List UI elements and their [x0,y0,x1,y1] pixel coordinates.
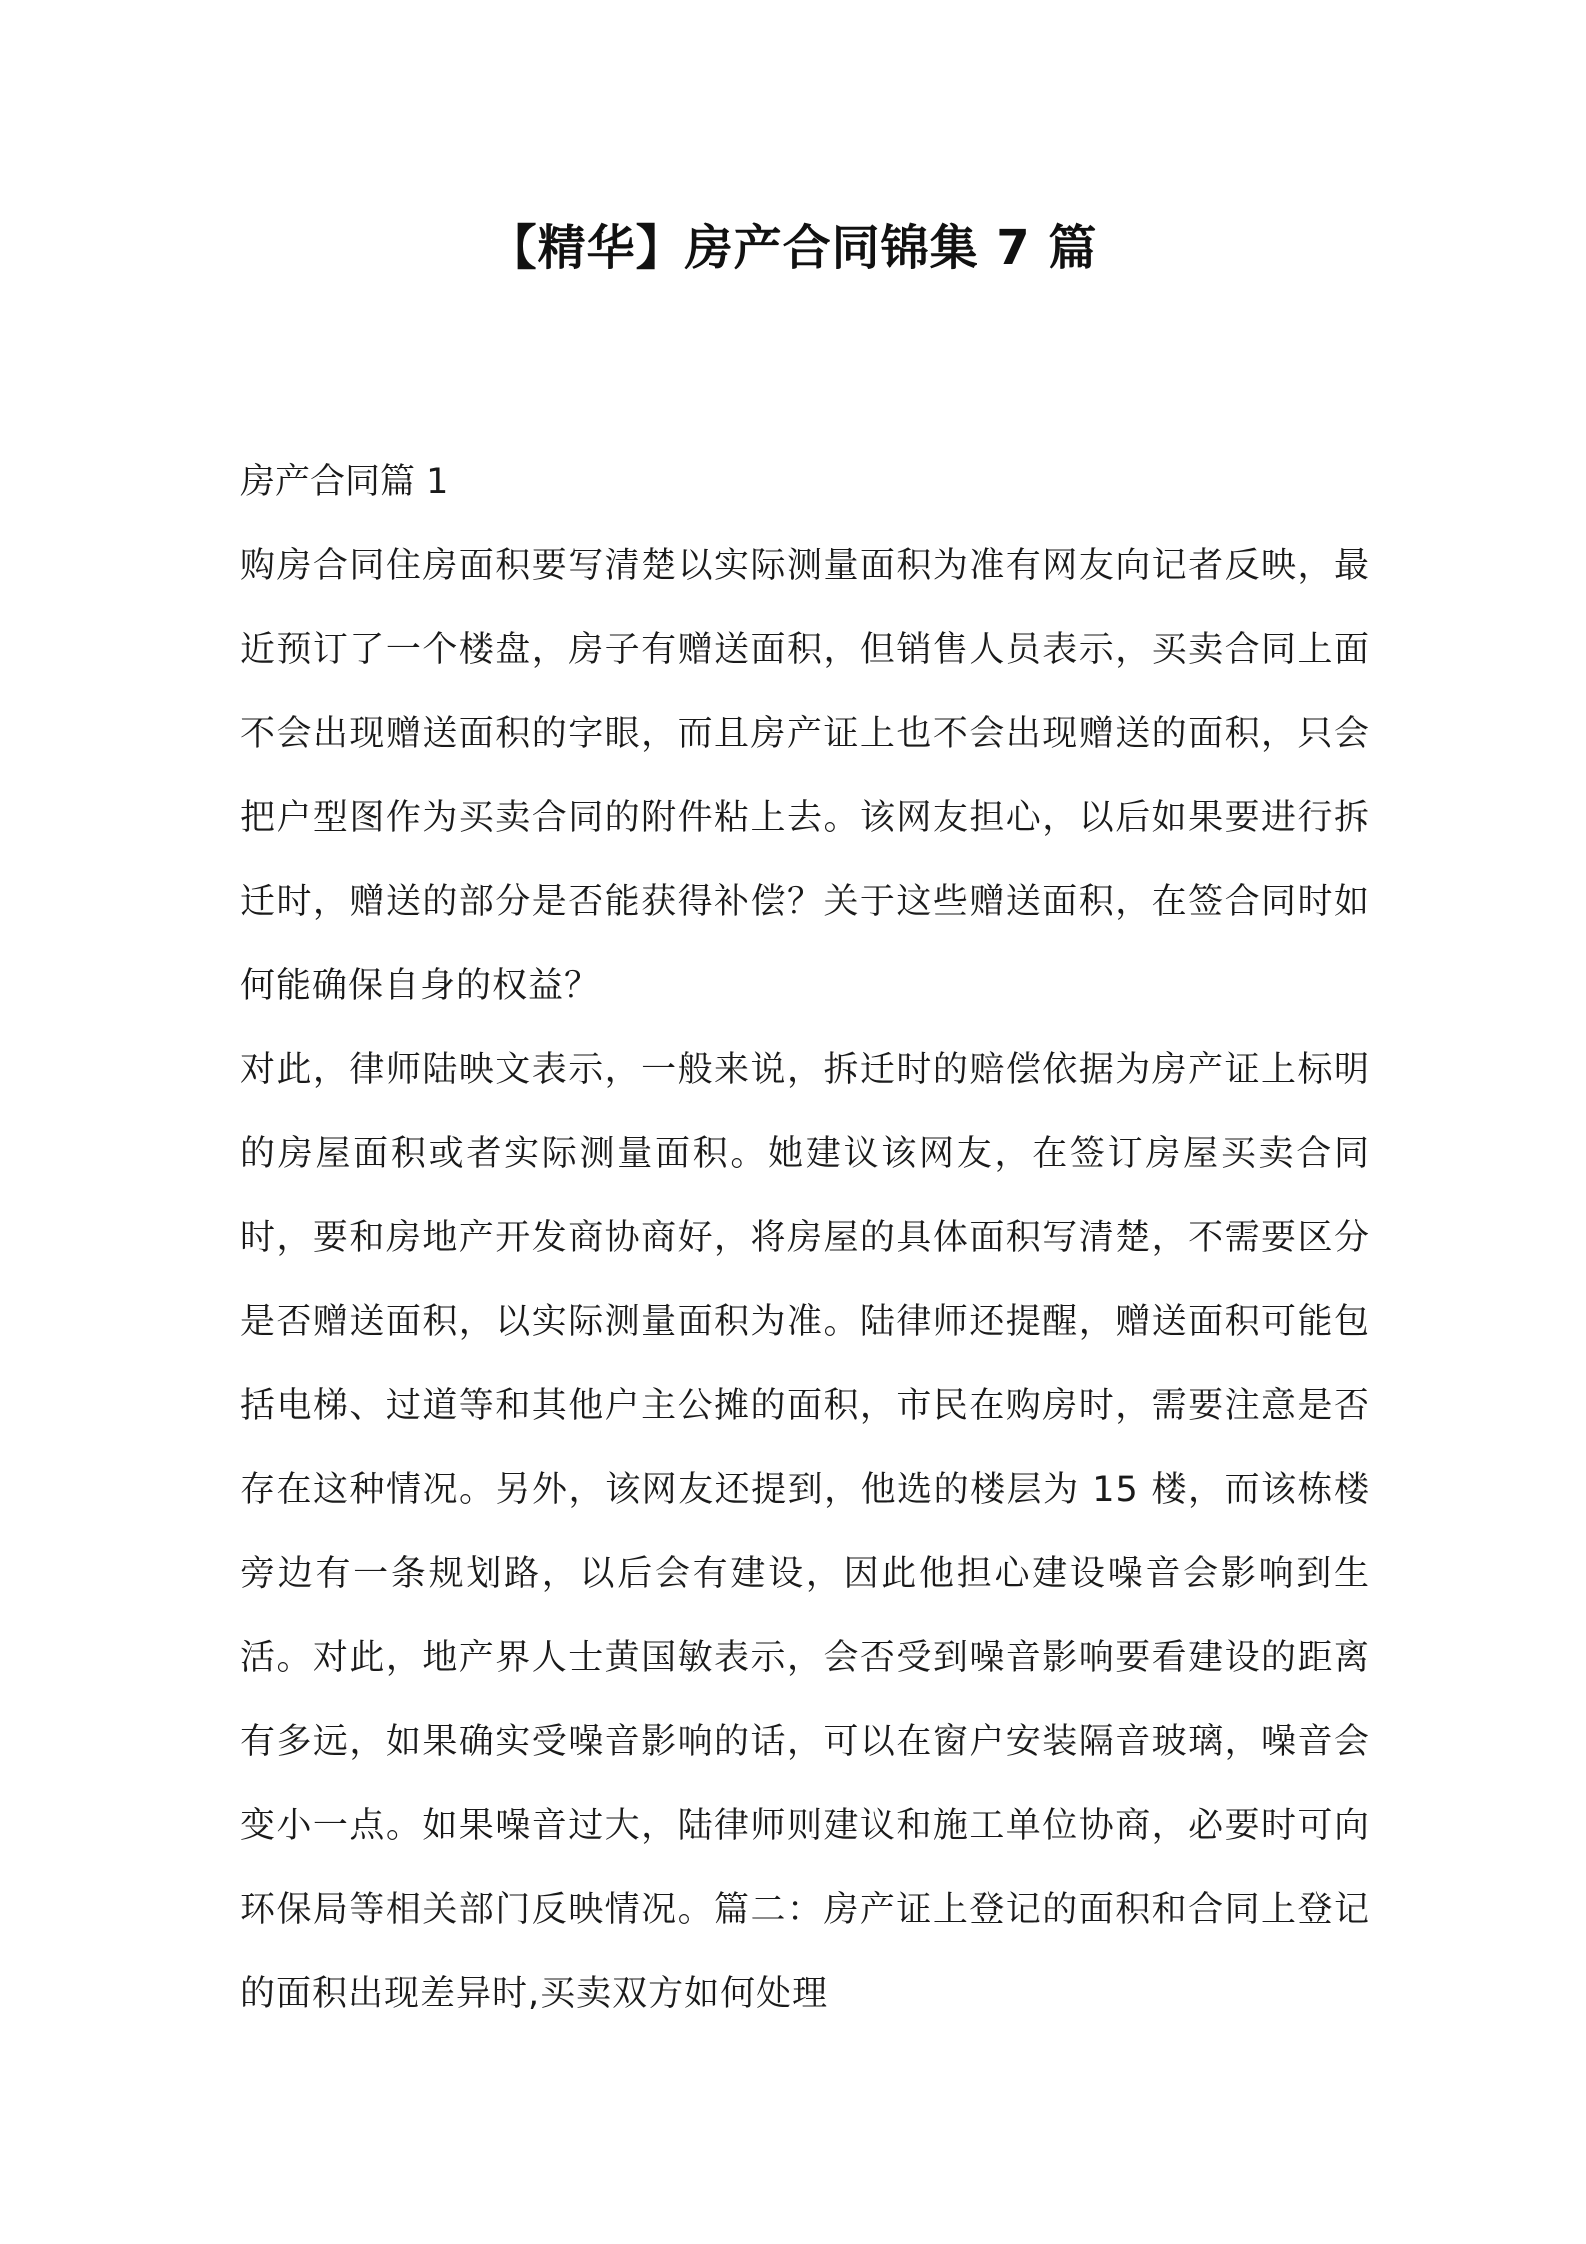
document-title: 【精华】房产合同锦集 7 篇 [488,220,1098,276]
paragraph-1: 购房合同住房面积要写清楚以实际测量面积为准有网友向记者反映，最近预订了一个楼盘，房子有赠送面积，但销售人员表示，买卖合同上面不会出现赠送面积的字眼，而且房产证上也不会出现赠送的面积，只会把户型图作为买卖合同的附件粘上去。该网友担心，以后如果要进行拆迁时，赠送的部分是否能获得补偿？关于这些赠送面积，在签合同时如何能确保自身的权益？ [240,546,1370,1006]
document-body [240,440,1370,2036]
paragraph-2: 对此，律师陆映文表示，一般来说，拆迁时的赔偿依据为房产证上标明的房屋面积或者实际测量面积。她建议该网友，在签订房屋买卖合同时，要和房地产开发商协商好，将房屋的具体面积写清楚，不需要区分是否赠送面积，以实际测量面积为准。陆律师还提醒，赠送面积可能包括电梯、过道等和其他户主公摊的面积，市民在购房时，需要注意是否存在这种情况。另外，该网友还提到，他选的楼层为 15 楼，而该栋楼旁边有一条规划路，以后会有建设，因此他担心建设噪音会影响到生活。对此，地产界人士黄国敏表示，会否受到噪音影响要看建设的距离有多远，如果确实受噪音影响的话，可以在窗户安装隔音玻璃，噪音会变小一点。如果噪音过大，陆律师则建议和施工单位协商，必要时可向环保局等相关部门反映情况。篇二：房产证上登记的面积和合同上登记的面积出现差异时,买卖双方如何处理 [240,1050,1370,2014]
section-heading: 房产合同篇 1 [240,462,449,502]
